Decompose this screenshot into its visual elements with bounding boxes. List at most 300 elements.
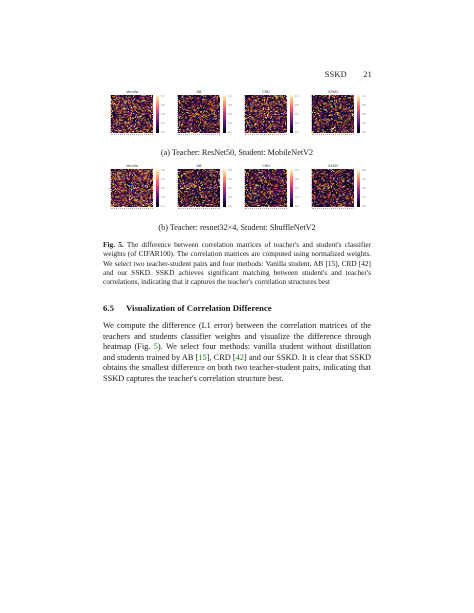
heatmap-cell <box>118 108 119 109</box>
heatmap-cell <box>124 124 125 125</box>
heatmap-cell <box>140 114 141 115</box>
heatmap-cell <box>130 122 131 123</box>
heatmap-cell <box>248 104 249 105</box>
heatmap-cell <box>130 179 131 180</box>
heatmap-cell <box>319 100 320 101</box>
heatmap-cell <box>112 122 113 123</box>
heatmap-cell <box>197 111 198 112</box>
heatmap-cell <box>278 113 279 114</box>
heatmap-cell <box>131 124 132 125</box>
heatmap-cell <box>149 114 150 115</box>
heatmap-cell <box>179 114 180 115</box>
heatmap-cell <box>140 105 141 106</box>
heatmap-cell <box>214 119 215 120</box>
heatmap-cell <box>197 113 198 114</box>
heatmap-cell <box>111 106 112 107</box>
heatmap-cell <box>256 116 257 117</box>
heatmap-cell <box>137 124 138 125</box>
heatmap-cell <box>210 105 211 106</box>
heatmap-cell <box>118 177 119 178</box>
heatmap-cell <box>270 104 271 105</box>
heatmap-cell <box>128 119 129 120</box>
heatmap-cell <box>116 182 117 183</box>
heatmap-cell <box>111 132 112 133</box>
heatmap-cell <box>316 100 317 101</box>
heatmap-cell <box>145 127 146 128</box>
heatmap-cell <box>123 118 124 119</box>
heatmap-cell <box>201 110 202 111</box>
heatmap-cell <box>352 109 353 110</box>
heatmap-cell <box>137 128 138 129</box>
heatmap-cell <box>115 185 116 186</box>
heatmap-cell <box>281 100 282 101</box>
heatmap-cell <box>125 174 126 175</box>
heatmap-cell <box>284 109 285 110</box>
heatmap-cell <box>194 97 195 98</box>
heatmap-cell <box>151 111 152 112</box>
heatmap-cell <box>341 125 342 126</box>
heatmap-cell <box>214 105 215 106</box>
heatmap-cell <box>330 119 331 120</box>
heatmap-cell <box>147 95 148 96</box>
heatmap-cell <box>328 113 329 114</box>
heatmap-cell <box>283 104 284 105</box>
heatmap-cell <box>125 105 126 106</box>
heatmap-cell <box>138 174 139 175</box>
heatmap-cell <box>150 123 151 124</box>
heatmap-cell <box>127 113 128 114</box>
heatmap-cell <box>266 126 267 127</box>
heatmap-cell <box>184 118 185 119</box>
heatmap-cell <box>135 128 136 129</box>
heatmap-cell <box>212 118 213 119</box>
heatmap-cell <box>196 121 197 122</box>
heatmap-cell <box>189 98 190 99</box>
heatmap-cell <box>212 127 213 128</box>
heatmap-cell <box>152 125 153 126</box>
heatmap-cell <box>139 191 140 192</box>
heatmap-cell <box>274 118 275 119</box>
heatmap-cell <box>353 129 354 130</box>
heatmap-cell <box>329 120 330 121</box>
heatmap-cell <box>119 177 120 178</box>
heatmap-cell <box>184 120 185 121</box>
heatmap-cell <box>337 112 338 113</box>
heatmap-cell <box>341 111 342 112</box>
heatmap-cell <box>344 125 345 126</box>
heatmap-cell <box>252 103 253 104</box>
heatmap-cell <box>134 188 135 189</box>
heatmap-cell <box>279 123 280 124</box>
heatmap-cell <box>152 129 153 130</box>
heatmap-cell <box>123 119 124 120</box>
heatmap-cell <box>184 112 185 113</box>
heatmap-cell <box>112 129 113 130</box>
heatmap-cell <box>210 130 211 131</box>
heatmap-cell <box>126 177 127 178</box>
heatmap-cell <box>129 174 130 175</box>
heatmap-cell <box>140 173 141 174</box>
heatmap-cell <box>138 185 139 186</box>
heatmap-cell <box>203 108 204 109</box>
heatmap-cell <box>202 100 203 101</box>
heatmap-cell <box>251 119 252 120</box>
heatmap-cell <box>333 100 334 101</box>
heatmap-cell <box>259 126 260 127</box>
heatmap-cell <box>217 119 218 120</box>
heatmap-cell <box>137 108 138 109</box>
heatmap-cell <box>114 177 115 178</box>
heatmap-cell <box>284 97 285 98</box>
heatmap-cell <box>126 124 127 125</box>
heatmap-cell <box>211 107 212 108</box>
heatmap-cell <box>179 108 180 109</box>
heatmap-cell <box>272 124 273 125</box>
heatmap-cell <box>196 111 197 112</box>
heatmap-cell <box>327 99 328 100</box>
heatmap-cell <box>248 96 249 97</box>
heatmap-cell <box>180 124 181 125</box>
heatmap-cell <box>128 101 129 102</box>
heatmap-cell <box>195 111 196 112</box>
heatmap-cell <box>144 130 145 131</box>
heatmap-cell <box>283 112 284 113</box>
heatmap-cell <box>331 125 332 126</box>
heatmap-cell <box>136 183 137 184</box>
heatmap-cell <box>118 98 119 99</box>
heatmap-cell <box>247 122 248 123</box>
heatmap-cell <box>120 131 121 132</box>
heatmap-cell <box>140 96 141 97</box>
heatmap-cell <box>129 186 130 187</box>
heatmap-cell <box>251 105 252 106</box>
heatmap-cell <box>118 101 119 102</box>
heatmap-cell <box>282 105 283 106</box>
heatmap-cell <box>341 102 342 103</box>
heatmap-cell <box>282 124 283 125</box>
heatmap-cell <box>113 184 114 185</box>
heatmap-cell <box>145 185 146 186</box>
heatmap-cell <box>277 99 278 100</box>
heatmap-cell <box>353 122 354 123</box>
heatmap-cell <box>115 126 116 127</box>
heatmap-cell <box>351 109 352 110</box>
heatmap-cell <box>152 114 153 115</box>
heatmap-cell <box>197 121 198 122</box>
heatmap-cell <box>134 98 135 99</box>
heatmap-cell <box>114 183 115 184</box>
heatmap-cell <box>193 97 194 98</box>
heatmap-cell <box>140 190 141 191</box>
heatmap-cell <box>328 119 329 120</box>
heatmap-cell <box>344 127 345 128</box>
heatmap-cell <box>323 118 324 119</box>
heatmap-cell <box>327 96 328 97</box>
heatmap-cell <box>285 106 286 107</box>
heatmap-cell <box>129 121 130 122</box>
heatmap-cell <box>133 127 134 128</box>
heatmap-cell <box>113 120 114 121</box>
heatmap-cell <box>277 124 278 125</box>
heatmap-cell <box>149 100 150 101</box>
heatmap-cell <box>210 106 211 107</box>
heatmap-cell <box>116 177 117 178</box>
heatmap-cell <box>314 96 315 97</box>
heatmap-cell <box>285 97 286 98</box>
heatmap-cell <box>125 122 126 123</box>
heatmap-cell <box>151 112 152 113</box>
heatmap-cell <box>181 115 182 116</box>
heatmap-cell <box>341 95 342 96</box>
heatmap-cell <box>148 107 149 108</box>
heatmap-cell <box>150 170 151 171</box>
heatmap-cell <box>147 123 148 124</box>
heatmap-cell <box>112 103 113 104</box>
heatmap-cell <box>250 102 251 103</box>
heatmap-cell <box>247 125 248 126</box>
heatmap-cell <box>132 175 133 176</box>
heatmap-cell <box>346 114 347 115</box>
heatmap-cell <box>329 100 330 101</box>
heatmap-cell <box>352 105 353 106</box>
heatmap-cell <box>266 103 267 104</box>
heatmap-cell <box>321 113 322 114</box>
heatmap-cell <box>122 115 123 116</box>
heatmap-cell <box>250 110 251 111</box>
heatmap-cell <box>194 123 195 124</box>
heatmap-cell <box>272 125 273 126</box>
heatmap-cell <box>277 118 278 119</box>
heatmap-cell <box>207 131 208 132</box>
heatmap-cell <box>128 110 129 111</box>
heatmap-cell <box>139 190 140 191</box>
heatmap-cell <box>125 125 126 126</box>
heatmap-cell <box>111 180 112 181</box>
heatmap-cell <box>116 117 117 118</box>
heatmap-cell <box>187 99 188 100</box>
heatmap-cell <box>120 127 121 128</box>
heatmap-cell <box>350 118 351 119</box>
heatmap-cell <box>133 131 134 132</box>
heatmap-cell <box>195 128 196 129</box>
heatmap-cell <box>213 98 214 99</box>
heatmap-cell <box>207 121 208 122</box>
heatmap-cell <box>246 110 247 111</box>
heatmap-cell <box>275 111 276 112</box>
heatmap-cell <box>338 107 339 108</box>
heatmap-cell <box>112 117 113 118</box>
heatmap-cell <box>215 132 216 133</box>
heatmap-cell <box>136 101 137 102</box>
heatmap-cell <box>124 96 125 97</box>
heatmap-cell <box>212 109 213 110</box>
heatmap-cell <box>314 124 315 125</box>
heatmap-cell <box>248 111 249 112</box>
heatmap-cell <box>147 124 148 125</box>
heatmap-cell <box>334 95 335 96</box>
heatmap-cell <box>134 187 135 188</box>
heatmap-cell <box>285 124 286 125</box>
heatmap-cell <box>139 176 140 177</box>
heatmap-cell <box>199 127 200 128</box>
heatmap-cell <box>328 108 329 109</box>
heatmap-cell <box>273 102 274 103</box>
heatmap-cell <box>129 184 130 185</box>
heatmap-cell <box>353 127 354 128</box>
heatmap-cell <box>129 105 130 106</box>
heatmap-cell <box>116 102 117 103</box>
heatmap-cell <box>130 119 131 120</box>
heatmap-cell <box>246 120 247 121</box>
heatmap-cell <box>144 177 145 178</box>
heatmap-cell <box>328 120 329 121</box>
heatmap-cell <box>317 114 318 115</box>
heatmap-cell <box>349 128 350 129</box>
heatmap-cell <box>206 120 207 121</box>
heatmap-cell <box>138 127 139 128</box>
heatmap-cell <box>130 95 131 96</box>
heatmap-cell <box>126 132 127 133</box>
heatmap-cell <box>149 99 150 100</box>
heatmap-cell <box>268 97 269 98</box>
heatmap-cell <box>116 176 117 177</box>
heatmap-cell <box>187 112 188 113</box>
heatmap-cell <box>353 114 354 115</box>
heatmap-cell <box>152 127 153 128</box>
heatmap-cell <box>275 113 276 114</box>
heatmap-cell <box>320 114 321 115</box>
heatmap-cell <box>147 130 148 131</box>
heatmap-cell <box>141 173 142 174</box>
heatmap-cell <box>118 99 119 100</box>
heatmap-cell <box>278 104 279 105</box>
heatmap-cell <box>145 118 146 119</box>
heatmap-cell <box>113 102 114 103</box>
heatmap-cell <box>131 173 132 174</box>
heatmap-cell <box>140 131 141 132</box>
heatmap-cell <box>126 182 127 183</box>
heatmap-cell <box>150 184 151 185</box>
heatmap-cell <box>112 106 113 107</box>
heatmap-cell <box>145 173 146 174</box>
heatmap-cell <box>319 116 320 117</box>
heatmap-cell <box>263 109 264 110</box>
heatmap-cell <box>328 116 329 117</box>
heatmap-cell <box>115 106 116 107</box>
heatmap-cell <box>137 176 138 177</box>
heatmap-cell <box>182 117 183 118</box>
heatmap-cell <box>123 191 124 192</box>
heatmap-cell <box>340 127 341 128</box>
heatmap-cell <box>326 122 327 123</box>
heatmap-cell <box>128 123 129 124</box>
heatmap-cell <box>117 105 118 106</box>
heatmap-cell <box>330 129 331 130</box>
heatmap-cell <box>120 191 121 192</box>
heatmap-cell <box>152 128 153 129</box>
heatmap-cell <box>129 95 130 96</box>
heatmap-cell <box>116 97 117 98</box>
heatmap-cell <box>319 112 320 113</box>
heatmap-cell <box>189 102 190 103</box>
heatmap-cell <box>112 179 113 180</box>
heatmap-cell <box>342 105 343 106</box>
heatmap-cell <box>284 114 285 115</box>
heatmap-cell <box>125 126 126 127</box>
heatmap-cell <box>192 126 193 127</box>
heatmap-cell <box>248 128 249 129</box>
heatmap-cell <box>136 131 137 132</box>
heatmap-cell <box>151 113 152 114</box>
heatmap-cell <box>273 111 274 112</box>
heatmap-cell <box>284 132 285 133</box>
heatmap-cell <box>190 102 191 103</box>
heatmap-cell <box>145 189 146 190</box>
heatmap-cell <box>124 101 125 102</box>
heatmap-cell <box>347 115 348 116</box>
heatmap-cell <box>203 110 204 111</box>
heatmap-cell <box>137 118 138 119</box>
heatmap-cell <box>347 128 348 129</box>
heatmap-cell <box>349 130 350 131</box>
colorbar-tick-label: 0.6 <box>362 113 366 116</box>
heatmap-cell <box>247 114 248 115</box>
heatmap-cell <box>328 131 329 132</box>
heatmap-cell <box>207 106 208 107</box>
heatmap-cell <box>178 132 179 133</box>
heatmap-cell <box>213 103 214 104</box>
heatmap-cell <box>123 97 124 98</box>
heatmap-cell <box>194 126 195 127</box>
heatmap-cell <box>144 172 145 173</box>
heatmap-cell <box>260 118 261 119</box>
heatmap-cell <box>205 99 206 100</box>
heatmap-cell <box>111 179 112 180</box>
heatmap-cell <box>111 124 112 125</box>
heatmap-cell <box>186 128 187 129</box>
heatmap-cell <box>268 129 269 130</box>
heatmap-cell <box>125 115 126 116</box>
heatmap-cell <box>278 127 279 128</box>
heatmap-cell <box>205 104 206 105</box>
heatmap-cell <box>280 96 281 97</box>
heatmap-cell <box>148 126 149 127</box>
heatmap-cell <box>123 124 124 125</box>
heatmap-cell <box>132 170 133 171</box>
heatmap-cell <box>129 122 130 123</box>
heatmap-cell <box>114 130 115 131</box>
heatmap-cell <box>134 103 135 104</box>
heatmap-cell <box>262 124 263 125</box>
heatmap-cell <box>257 131 258 132</box>
heatmap-cell <box>337 120 338 121</box>
heatmap-cell <box>120 104 121 105</box>
heatmap-cell <box>346 122 347 123</box>
heatmap-cell <box>183 122 184 123</box>
heatmap-cell <box>318 124 319 125</box>
heatmap-cell <box>122 179 123 180</box>
heatmap-cell <box>337 129 338 130</box>
heatmap-cell <box>146 112 147 113</box>
heatmap-cell <box>111 122 112 123</box>
heatmap-cell <box>191 129 192 130</box>
heatmap-cell <box>270 103 271 104</box>
heatmap-cell <box>264 123 265 124</box>
heatmap-cell <box>352 114 353 115</box>
heatmap-cell <box>125 169 126 170</box>
heatmap-cell <box>341 105 342 106</box>
heatmap-cell <box>258 115 259 116</box>
